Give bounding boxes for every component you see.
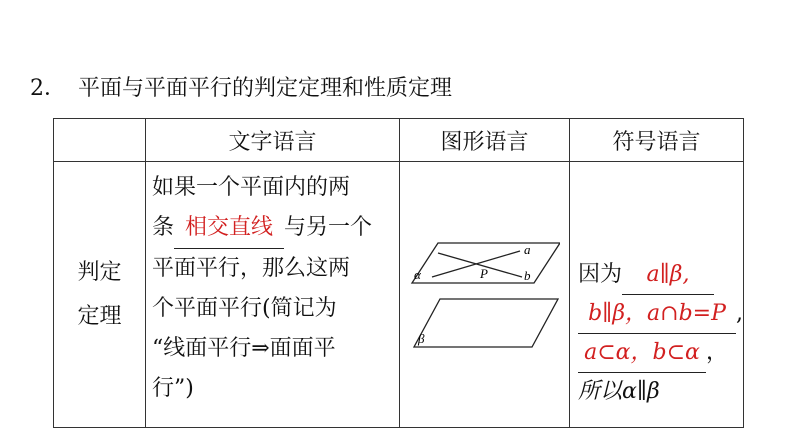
answer-blank-intersecting-lines: 相交直线 [174,208,284,249]
text-line3: 平面平行，那么这两 [152,256,351,281]
row-label-cell [54,162,146,428]
header-figure-language: 图形语言 [400,119,570,162]
symbol-line4: 所以α∥β [578,379,660,404]
label-a: a [523,241,530,257]
symbol-language-cell [570,162,744,428]
section-title: 平面与平面平行的判定定理和性质定理 [78,76,453,101]
label-b: b [523,267,530,283]
symbol-line2-suffix: , [736,301,743,326]
text-line2-suffix: 与另一个 [284,215,373,240]
section-heading [30,74,452,104]
text-line1: 如果一个平面内的两 [152,175,351,200]
answer-blank-a-b-in-alpha: a⊂α，b⊂α [578,334,706,373]
symbol-line3-suffix: ， [706,340,729,365]
answer-blank-b-parallel-beta: b∥β，a∩b=P [578,295,736,334]
plane-beta-outline [414,299,558,347]
symbol-line1-prefix: 因为 [578,262,623,287]
theorem-table [53,118,744,428]
row-label-line1: 判定 [77,259,122,285]
header-text-language: 文字语言 [146,119,400,162]
figure-language-cell [400,162,570,428]
row-label-line2: 定理 [77,303,122,329]
text-line5: “线面平行⇒面面平 [152,336,336,361]
answer-blank-a-parallel-beta: a∥β, [622,256,714,295]
symbol-line2 [570,295,743,334]
text-line2-prefix: 条 [152,215,175,240]
label-P: P [479,265,488,281]
header-symbol-language: 符号语言 [570,119,744,162]
text-line2 [152,208,395,249]
symbol-line3 [570,334,743,373]
text-language-cell [146,162,400,428]
section-number: 2． [30,76,66,101]
parallel-planes-figure [410,235,560,355]
label-alpha: α [413,266,421,282]
criterion-row [54,162,744,428]
text-line4: 个平面平行(简记为 [152,296,337,321]
label-beta: β [417,330,424,346]
text-line6: 行”) [152,376,194,401]
header-empty-cell [54,119,146,162]
symbol-line1 [570,256,743,295]
table-header-row [54,119,744,162]
